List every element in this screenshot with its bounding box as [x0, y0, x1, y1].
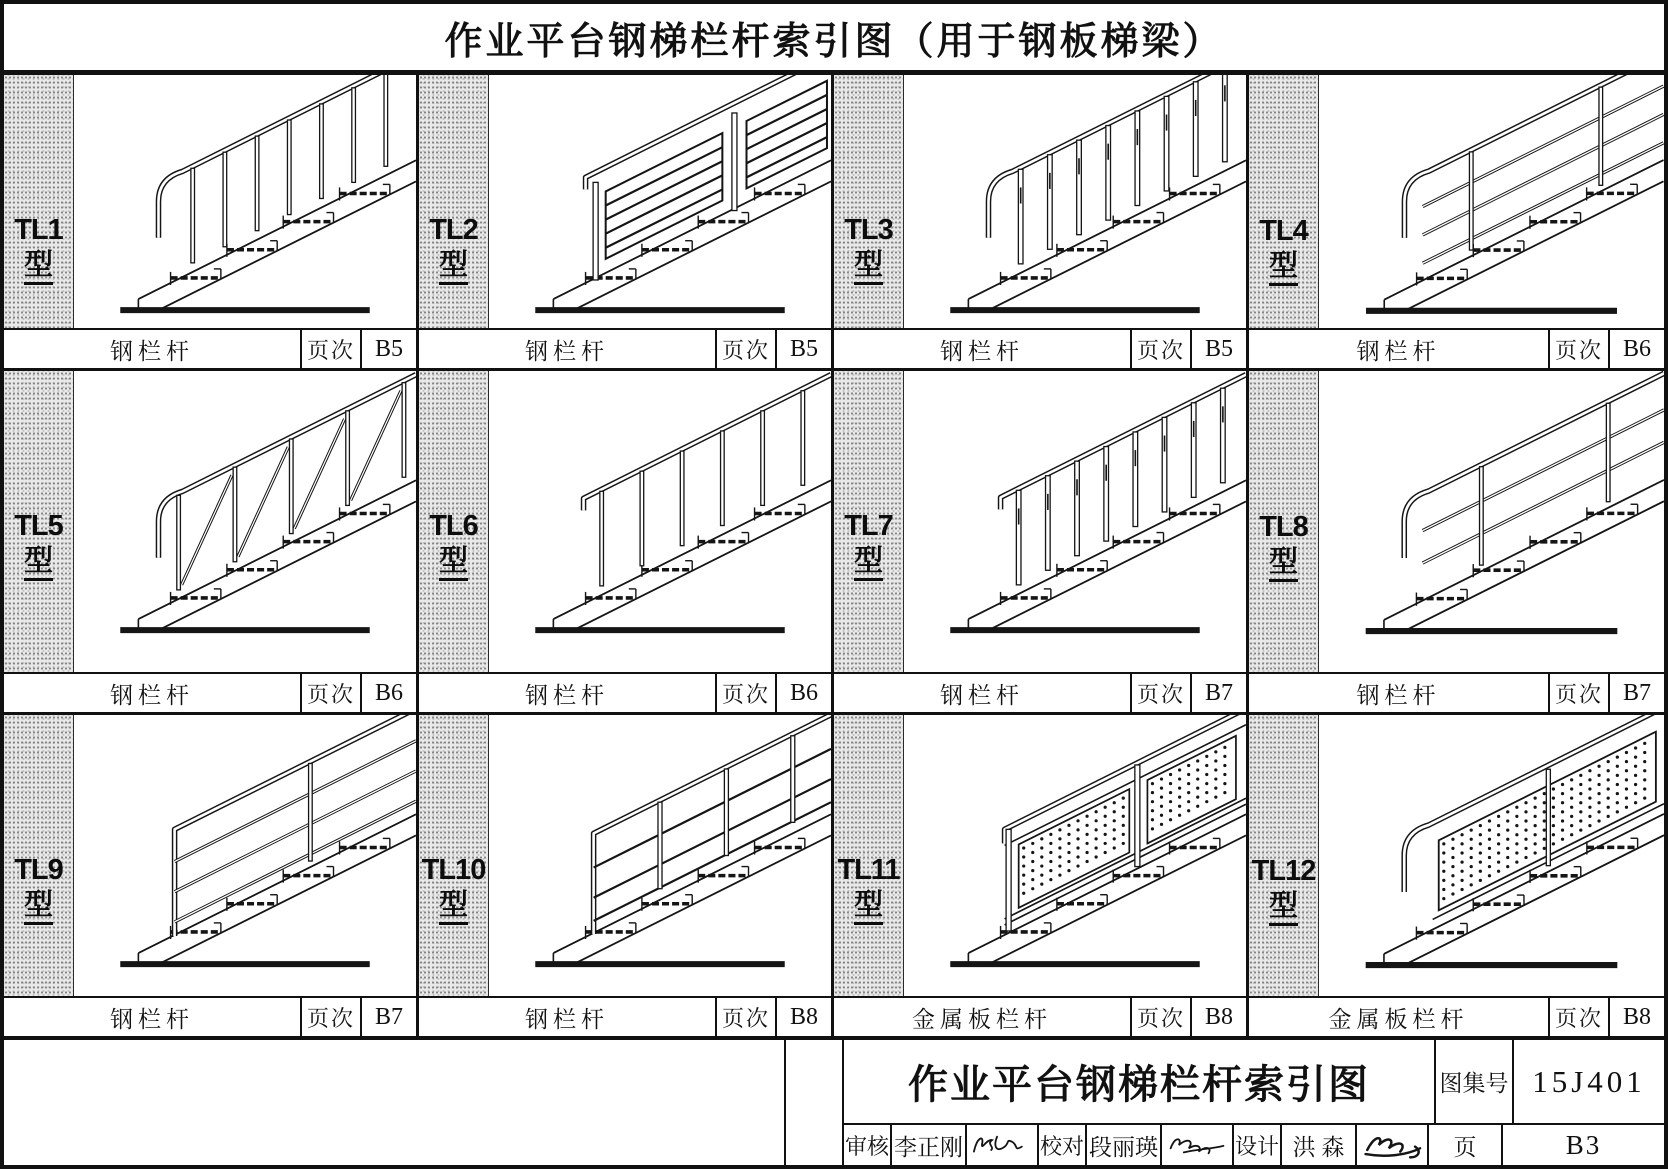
- drawing-title: 作业平台钢梯栏杆索引图: [844, 1040, 1436, 1123]
- railing-cell-tl7: [834, 371, 1249, 715]
- sheet-page-number: B3: [1565, 1129, 1602, 1160]
- railing-sketch-svg: [489, 371, 831, 672]
- type-code: TL2: [429, 214, 478, 247]
- railing-cell-tl8: [1249, 371, 1664, 715]
- type-code: TL5: [14, 510, 63, 543]
- railing-index-grid: [4, 75, 1664, 1040]
- drawing-area: [4, 75, 416, 328]
- page-ref-label: 页次: [1130, 998, 1192, 1036]
- type-code: TL1: [14, 214, 63, 247]
- railing-cell-tl1: [4, 75, 419, 371]
- type-label-strip: [419, 371, 489, 672]
- type-suffix: 型: [439, 248, 468, 286]
- type-label-strip: [4, 371, 74, 672]
- drawing-area: [834, 715, 1246, 996]
- railing-drawing: [1319, 75, 1664, 328]
- railing-name: 钢栏杆: [1356, 682, 1441, 708]
- page-ref-label: 页次: [1548, 674, 1610, 712]
- type-suffix: 型: [439, 888, 468, 926]
- page-ref-value: B5: [374, 335, 403, 362]
- page-ref-value: B6: [374, 679, 403, 706]
- railing-drawing: [74, 715, 416, 996]
- railing-name: 钢栏杆: [940, 338, 1024, 364]
- railing-sketch-svg: [1319, 371, 1664, 672]
- type-suffix: 型: [439, 544, 468, 582]
- page-ref-label: 页次: [1548, 998, 1610, 1036]
- page-ref-value: B8: [1204, 1003, 1233, 1030]
- handwritten-signature: [969, 1128, 1035, 1162]
- railing-name: 钢栏杆: [1356, 338, 1441, 364]
- type-label-strip: [834, 75, 904, 328]
- caption-row: [419, 328, 831, 368]
- railing-sketch-svg: [904, 371, 1246, 672]
- railing-name: 钢栏杆: [525, 1006, 609, 1032]
- railing-name: 钢栏杆: [110, 338, 194, 364]
- page-ref-label: 页次: [715, 998, 777, 1036]
- railing-drawing: [489, 371, 831, 672]
- railing-drawing: [1319, 715, 1664, 996]
- sheet-page-label: 页: [1429, 1125, 1503, 1165]
- page-ref-value: B8: [1622, 1003, 1651, 1030]
- type-code: TL12: [1251, 855, 1316, 888]
- railing-sketch-svg: [74, 715, 416, 996]
- drawing-area: [1249, 75, 1664, 328]
- railing-cell-tl2: [419, 75, 834, 371]
- sheet-bottom-area: [4, 1040, 1664, 1165]
- railing-drawing: [74, 371, 416, 672]
- sheet-title-bar: [4, 4, 1664, 75]
- caption-row: [1249, 672, 1664, 712]
- atlas-number-value: 15J401: [1532, 1063, 1646, 1099]
- type-code: TL4: [1259, 215, 1308, 248]
- drawing-area: [419, 715, 831, 996]
- type-label-strip: [1249, 715, 1319, 996]
- type-suffix: 型: [854, 544, 883, 582]
- caption-row: [1249, 328, 1664, 368]
- title-block-signature-row: [844, 1123, 1664, 1165]
- role-signature-1: [1162, 1125, 1234, 1165]
- type-suffix: 型: [854, 248, 883, 286]
- page-ref-label: 页次: [300, 998, 362, 1036]
- role-label-2: 设计: [1234, 1125, 1282, 1165]
- railing-sketch-svg: [74, 371, 416, 672]
- type-label-strip: [419, 75, 489, 328]
- type-suffix: 型: [24, 544, 53, 582]
- drawing-area: [419, 75, 831, 328]
- type-code: TL11: [837, 854, 900, 887]
- page-ref-value: B6: [1622, 335, 1651, 362]
- caption-row: [834, 328, 1246, 368]
- railing-name: 钢栏杆: [110, 682, 194, 708]
- page-ref-value: B6: [789, 679, 818, 706]
- handwritten-signature: [1164, 1128, 1230, 1162]
- railing-name: 钢栏杆: [940, 682, 1024, 708]
- railing-sketch-svg: [1319, 715, 1664, 996]
- type-label-strip: [419, 715, 489, 996]
- page-ref-label: 页次: [1548, 330, 1610, 368]
- type-suffix: 型: [1269, 545, 1298, 583]
- railing-cell-tl11: [834, 715, 1249, 1036]
- page-ref-label: 页次: [715, 674, 777, 712]
- role-name-2: 洪 森: [1282, 1125, 1357, 1165]
- sheet-title: 作业平台钢梯栏杆索引图（用于钢板梯梁）: [444, 20, 1224, 63]
- drawing-area: [419, 371, 831, 672]
- title-block-left-spacer: [786, 1040, 844, 1165]
- page-ref-value: B8: [789, 1003, 818, 1030]
- railing-sketch-svg: [1319, 75, 1664, 328]
- railing-drawing: [1319, 371, 1664, 672]
- page-ref-label: 页次: [1130, 674, 1192, 712]
- caption-row: [834, 672, 1246, 712]
- railing-cell-tl3: [834, 75, 1249, 371]
- railing-cell-tl12: [1249, 715, 1664, 1036]
- railing-cell-tl4: [1249, 75, 1664, 371]
- type-label-strip: [1249, 371, 1319, 672]
- type-code: TL8: [1259, 511, 1308, 544]
- type-suffix: 型: [1269, 249, 1298, 287]
- type-label-strip: [834, 715, 904, 996]
- page-ref-label: 页次: [715, 330, 777, 368]
- bottom-empty-space: [4, 1040, 784, 1165]
- railing-cell-tl6: [419, 371, 834, 715]
- type-code: TL7: [844, 510, 893, 543]
- railing-cell-tl9: [4, 715, 419, 1036]
- type-label-strip: [4, 715, 74, 996]
- role-signature-0: [967, 1125, 1039, 1165]
- caption-row: [834, 996, 1246, 1036]
- railing-name: 钢栏杆: [525, 338, 609, 364]
- type-label-strip: [4, 75, 74, 328]
- caption-row: [419, 996, 831, 1036]
- page-ref-label: 页次: [300, 330, 362, 368]
- railing-drawing: [489, 715, 831, 996]
- type-code: TL3: [844, 214, 893, 247]
- page-ref-value: B5: [1204, 335, 1233, 362]
- railing-drawing: [904, 371, 1246, 672]
- railing-cell-tl5: [4, 371, 419, 715]
- atlas-number-label: 图集号: [1436, 1040, 1514, 1123]
- type-suffix: 型: [24, 248, 53, 286]
- drawing-area: [834, 371, 1246, 672]
- caption-row: [4, 328, 416, 368]
- railing-sketch-svg: [489, 715, 831, 996]
- type-suffix: 型: [854, 888, 883, 926]
- page-ref-value: B7: [374, 1003, 403, 1030]
- railing-drawing: [489, 75, 831, 328]
- drawing-area: [4, 715, 416, 996]
- handwritten-signature: [1359, 1128, 1425, 1162]
- type-code: TL6: [429, 510, 478, 543]
- railing-drawing: [904, 715, 1246, 996]
- role-label-0: 审核: [844, 1125, 892, 1165]
- role-name-1: 段丽瑛: [1087, 1125, 1162, 1165]
- page-ref-label: 页次: [300, 674, 362, 712]
- drawing-area: [1249, 715, 1664, 996]
- railing-name: 金属板栏杆: [912, 1006, 1052, 1032]
- type-label-strip: [834, 371, 904, 672]
- railing-drawing: [904, 75, 1246, 328]
- page-ref-value: B5: [789, 335, 818, 362]
- caption-row: [1249, 996, 1664, 1036]
- role-signature-2: [1357, 1125, 1429, 1165]
- caption-row: [4, 996, 416, 1036]
- caption-row: [419, 672, 831, 712]
- railing-drawing: [74, 75, 416, 328]
- drawing-area: [4, 371, 416, 672]
- railing-sketch-svg: [904, 75, 1246, 328]
- page-ref-value: B7: [1204, 679, 1233, 706]
- caption-row: [4, 672, 416, 712]
- title-block: [784, 1040, 1664, 1165]
- railing-sketch-svg: [74, 75, 416, 328]
- title-block-main: [844, 1040, 1664, 1165]
- type-code: TL9: [14, 854, 63, 887]
- page-ref-value: B7: [1622, 679, 1651, 706]
- drawing-area: [1249, 371, 1664, 672]
- railing-name: 钢栏杆: [525, 682, 609, 708]
- role-label-1: 校对: [1039, 1125, 1087, 1165]
- role-name-0: 李正刚: [892, 1125, 967, 1165]
- railing-name: 金属板栏杆: [1328, 1006, 1469, 1032]
- page-ref-label: 页次: [1130, 330, 1192, 368]
- title-block-top-row: [844, 1040, 1664, 1123]
- type-code: TL10: [421, 854, 486, 887]
- railing-name: 钢栏杆: [110, 1006, 194, 1032]
- type-suffix: 型: [1269, 889, 1298, 927]
- railing-sketch-svg: [489, 75, 831, 328]
- railing-sketch-svg: [904, 715, 1246, 996]
- type-suffix: 型: [24, 888, 53, 926]
- type-label-strip: [1249, 75, 1319, 328]
- drawing-area: [834, 75, 1246, 328]
- railing-cell-tl10: [419, 715, 834, 1036]
